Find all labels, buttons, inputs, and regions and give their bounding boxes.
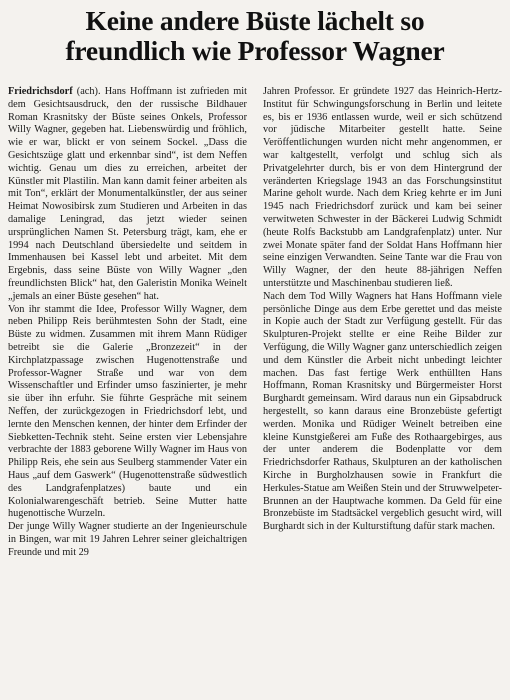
headline-line-2: freundlich wie Professor Wagner xyxy=(65,35,445,66)
byline: (ach). xyxy=(72,86,105,97)
paragraph: Nach dem Tod Willy Wagners hat Hans Hoffmann viele persönliche Dinge aus dem Erbe gerettet und das meiste in Kopie auch der Stadt zur Verfügung gestellt. Für das Skulpturen-Projekt stellte er eine Reihe Bilder zur Verfügung, die Willy Wagner ganz unterschiedlich zeigen und dem Künstler die Arbeit nicht unbedingt leichter machen. Das fast fertige Werk enthüllten Hans Hoffmann, Roman Krasnitsky und Bürgermeister Horst Burghardt gemeinsam. Wird daraus nun ein Gipsabdruck hergestellt, so kann daraus eine Bronzebüste gefertigt werden. Monika und Rüdiger Weinelt betreiben eine kleine Kunstgießerei am Fuße des Rothaargebirges, aus der unter anderem die Bodenplatte vor dem Friedrichsdorfer Rathaus, Skulpturen an der katholischen Kirche in Burgholzhausen sowie in Frankfurt die Herkules-Statue am Weißen Stein und der Struwwelpeter-Brunnen an der Hauptwache kommen. Da Geld für eine Bronzebüste im Stadtsäckel vergeblich gesucht wird, will Burghardt sich in der Kulturstiftung dafür stark machen. xyxy=(263,290,502,533)
paragraph: Jahren Professor. Er gründete 1927 das Heinrich-Hertz-Institut für Schwingungsforschung in Berlin und leitete es, bis er 1936 entlassen wurde, weil er sich schützend vor jüdische Mitarbeiter gestellt hatte. Seine Veröffentlichungen wurden nicht mehr angenommen, er war kaltgestellt, verfolgt und schlug sich als Privatgelehrter durch, bis er von dem Hintergrund der veränderten Kriegslage 1943 an das Forschungsinstitut Marine geholt wurde. Nach dem Krieg kehrte er im Juni 1945 nach Friedrichsdorf zurück und kam bei seiner verwitweten Schwester in der Bäckerei Ludwig Schmidt (heute Rolfs Backstubb am Landgrafenplatz) unter. Nur zwei Monate später fand der Soldat Hans Hoffmann hier seine einzigen Verwandten. Seine Tante war die Frau von Willy Wagner, der den heute 88-jährigen Neffen unterstützte und Maschinenbau studieren ließ. xyxy=(263,86,502,289)
paragraph: Der junge Willy Wagner studierte an der Ingenieurschule in Bingen, war mit 19 Jahren Lehrer seiner gleichaltrigen Freunde und mit 29 xyxy=(8,521,247,558)
column-left xyxy=(8,86,247,559)
article-body xyxy=(8,86,502,559)
paragraph: Von ihr stammt die Idee, Professor Willy Wagner, dem neben Philipp Reis berühmtesten Sohn der Stadt, eine Büste zu widmen. Zusammen mit ihrem Mann Rüdiger betreibt sie die Galerie „Bronzezeit“ in der Kirchplatzpassage zwischen Hugenottenstraße und Professor-Wagner Straße und war von dem Wissenschaftler und Erfinder umso faszinierter, je mehr sie über ihn erfuhr. Sie führte Gespräche mit seinem Neffen, der zurückgezogen in Friedrichsdorf lebt, und lernte den Menschen kennen, der hinter dem Erfinder der Siebketten-Technik steht. Seine ersten vier Lebensjahre verbrachte der 1883 geborene Willy Wagner im Haus von Philipp Reis, ehe sein aus Seulberg stammender Vater ein Haus „auf dem Gaswerk“ (Hugenottenstraße südwestlich des Landgrafenplatzes) baute und ein Kolonialwarengeschäft betrieb. Seine Mutter hatte hugenottische Wurzeln. xyxy=(8,303,247,520)
paragraph-text: Hans Hoffmann ist zufrieden mit dem Gesichtsausdruck, den der russische Bildhauer Roman Krasnitsky der Büste seines Onkels, Professor Willy Wagner, gegeben hat. Liebenswürdig und fröhlich, wie er war, blickt er von seinem Sockel. „Dass die Gesichtszüge glatt und erkennbar sind“, ist dem Neffen wichtig. Genau um dies zu erreichen, arbeitet der Künstler mit Plastilin. Man kann damit feiner arbeiten als mit Ton“, erklärt der Monumentalkünstler, der aus seiner Heimat Nowosibirsk zum Studieren und Arbeiten in das damalige Leningrad, das jetzt wieder seinen ursprünglichen Namen St. Petersburg trägt, kam, ehe er 1994 nach Deutschland übersiedelte und seitdem in Immenhausen bei Kassel lebt und arbeitet. Mit dem Ergebnis, dass seine Büste von Willy Wagner „den freundlichsten Blick“ hat, den Galeristin Monika Weinelt „jemals an einer Büste gesehen“ hat. xyxy=(8,86,247,302)
dateline: Friedrichsdorf xyxy=(8,86,73,97)
headline xyxy=(8,6,502,66)
headline-line-1: Keine andere Büste lächelt so xyxy=(85,5,425,36)
column-right xyxy=(263,86,502,559)
paragraph xyxy=(8,86,247,304)
